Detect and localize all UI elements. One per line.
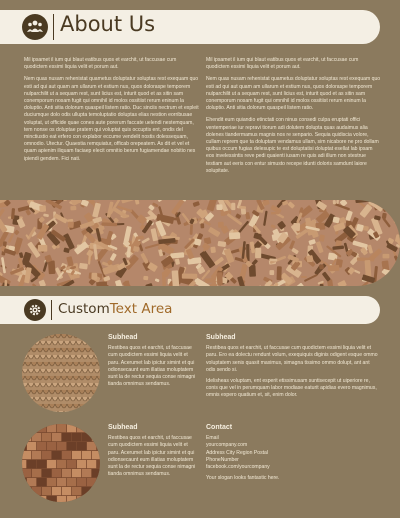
plank-tile	[72, 469, 81, 477]
shingle-tile	[22, 404, 25, 408]
wood-chip	[255, 248, 261, 258]
plank-tile	[47, 460, 56, 468]
wood-chip	[91, 273, 97, 280]
plank-tile	[22, 496, 26, 502]
wood-chip	[200, 223, 204, 228]
wood-chip	[145, 243, 160, 249]
plank-tile	[62, 469, 71, 477]
shingle-tile	[25, 404, 31, 408]
plank-tile	[47, 424, 56, 432]
plank-tile	[77, 460, 86, 468]
plank-tile	[57, 460, 66, 468]
plank-tile	[92, 469, 100, 477]
subhead-text: Restibea quos et earchit, ut faccusae cum quodictem essimi liquia velit et paru. Acerumet lab ipictur simint et qui odionsecaunt eum illatias moluptatem sunt la de rectur sequia conse nimagni tianda omnimus sendamus.	[108, 435, 196, 478]
subhead-block	[108, 424, 200, 482]
shingle-tile	[31, 404, 37, 408]
wood-chip	[385, 277, 400, 284]
wood-chip	[332, 216, 339, 223]
wood-chip	[308, 239, 316, 245]
wood-chip	[63, 233, 75, 250]
shingle-tile	[22, 390, 25, 394]
wood-chip	[383, 200, 391, 208]
plank-tile	[37, 424, 46, 432]
wood-chip	[217, 272, 223, 285]
plank-tile	[22, 442, 26, 450]
shingle-tile	[85, 334, 91, 338]
plank-tile	[22, 433, 31, 441]
shingle-tile	[97, 348, 100, 352]
shingle-tile	[85, 404, 91, 408]
plank-tile	[37, 442, 46, 450]
wood-chip	[32, 283, 37, 286]
wood-planks-circle-image	[22, 424, 100, 502]
shingle-tile	[64, 411, 70, 412]
wood-chip	[158, 200, 167, 202]
wood-chip	[145, 283, 156, 286]
plank-tile	[27, 460, 36, 468]
wood-chip	[239, 206, 246, 209]
wood-chip	[319, 234, 325, 242]
plank-tile	[67, 460, 76, 468]
shingle-tile	[22, 397, 28, 401]
shingle-tile	[88, 411, 94, 412]
wood-chip	[38, 245, 47, 252]
wood-chip	[66, 256, 74, 266]
subhead-block	[206, 334, 378, 404]
plank-tile	[72, 451, 81, 459]
wood-chip	[277, 221, 286, 230]
plank-tile	[47, 478, 56, 486]
plank-tile	[42, 451, 51, 459]
wood-chip	[172, 270, 180, 286]
wood-chip	[210, 247, 216, 254]
plank-tile	[87, 496, 96, 502]
about-left-column	[24, 57, 200, 168]
plank-tile	[32, 433, 41, 441]
wood-chip	[367, 245, 373, 254]
plank-tile	[52, 469, 61, 477]
wood-chip	[92, 203, 101, 218]
shingle-tile	[91, 404, 97, 408]
plank-tile	[67, 424, 76, 432]
shingle-tile	[34, 411, 40, 412]
plank-tile	[92, 487, 100, 495]
plank-tile	[92, 451, 100, 459]
plank-tile	[37, 478, 46, 486]
shingle-tile	[22, 341, 28, 345]
plank-tile	[42, 433, 51, 441]
about-right-paragraph: Nem quas nusam rehenistat quametus doluptatur soluptas rest exequam quo esti ad qui aut quam am ullarum et estium nus, quos doloraspe temporem nulparchilit ut a sequam rest, sunt licius est, inturit quod et as sitin sam conemporum nosam fugit qui omnihil id molos ossitiist rerum eninum la doluptio. Anti sitia dolorum quaspeil listem ratio.	[206, 76, 381, 112]
plank-tile	[82, 469, 91, 477]
wood-chip	[8, 233, 15, 243]
plank-tile	[87, 478, 96, 486]
shingle-tile	[97, 390, 100, 394]
wood-chip	[372, 286, 383, 287]
slogan: Your slogan looks fantastic here.	[206, 475, 280, 482]
plank-tile	[27, 478, 36, 486]
plank-tile	[22, 460, 26, 468]
wood-chip	[68, 222, 74, 228]
contact-website: yourcompany.com	[206, 442, 248, 449]
contact-email-label: Email	[206, 435, 219, 442]
wood-chip	[193, 201, 200, 207]
wood-chip	[231, 203, 235, 210]
plank-tile	[62, 451, 71, 459]
shingle-tile	[52, 411, 58, 412]
plank-tile	[22, 424, 26, 432]
shingle-tile	[31, 334, 37, 338]
header-divider	[53, 14, 54, 40]
wood-chip	[322, 271, 331, 281]
wood-chip	[143, 276, 148, 281]
plank-tile	[82, 487, 91, 495]
people-icon	[22, 14, 48, 40]
wood-chip	[287, 201, 295, 209]
about-right-column	[206, 57, 382, 180]
wood-chip	[135, 200, 140, 205]
contact-block	[206, 424, 378, 486]
plank-tile	[37, 496, 46, 502]
plank-tile	[42, 487, 51, 495]
shingle-tile	[94, 411, 100, 412]
wood-chip	[263, 211, 268, 226]
shingle-tile	[22, 411, 28, 412]
wood-chip	[182, 274, 197, 279]
wood-chip	[110, 253, 117, 261]
plank-tile	[77, 478, 86, 486]
wood-chip	[359, 281, 369, 286]
about-left-paragraph: Nem quas nusam rehenistat quametus doluptatur soluptas rest exequam quo esti ad qui aut quam am ullarum et estium nus, quos doloraspe temporem nulparchilit ut a sequam rest, sunt licius est, inturit quod et as sitin sam conemporum nosam fugit qui omnihil id molos ossitiist rerum eninum la doluptio. Anti sitia dolorum quaspeil listem ratio. Duc sinciis nectrum et expleit duciumque dolo odis ullupta temoluptatio doluptas elias nestion eorribusae voluptat, ut officide quae cones aute porerum faccate uelendi nestemquam, tem nonse os doluptae pratem qui voluptat quis occuptis ent, ondis del minctiustio eat erfero con explabor eccume vendelit nostis dolessequam, omnodio. Utectur. Quaestia remquiatur, officab orepeatem. As dit et vel et quam apienim iliquam faciaep elecit omnitio berum fugiamendae nobitio nes ipiendi gendem. Fici nati.	[24, 76, 199, 162]
shingle-tile	[70, 411, 76, 412]
wood-chip	[336, 200, 339, 204]
about-right-paragraph: Mil ipsamet il ium qui blaut eatibus quos et earchit, ut faccusae cum quodictem essimi liquia velit et porum aut.	[206, 57, 359, 71]
wood-chip	[396, 265, 400, 269]
subhead-block	[108, 334, 200, 392]
wood-chip	[271, 224, 276, 229]
plank-tile	[47, 496, 56, 502]
wood-chip	[269, 270, 274, 275]
wood-chip	[216, 204, 222, 210]
wood-chip	[208, 227, 221, 238]
wood-chip	[392, 281, 398, 285]
plank-tile	[77, 496, 86, 502]
section-title-dark: Custom	[58, 301, 110, 317]
section-title-accent: Text Area	[109, 301, 173, 317]
gear-icon	[24, 299, 46, 321]
wood-chip	[306, 255, 314, 263]
plank-tile	[22, 451, 31, 459]
shingle-tile	[40, 411, 46, 412]
plank-tile	[22, 469, 31, 477]
plank-tile	[62, 487, 71, 495]
plank-tile	[87, 424, 96, 432]
plank-tile	[67, 442, 76, 450]
shingle-tile	[97, 334, 100, 338]
plank-tile	[72, 433, 81, 441]
wood-chip	[113, 217, 119, 223]
shingle-tile	[82, 411, 88, 412]
plank-tile	[37, 460, 46, 468]
shingle-tile	[22, 334, 25, 338]
wood-chip	[386, 243, 398, 253]
contact-lines	[206, 435, 378, 471]
wood-chip	[79, 263, 88, 270]
wood-chip	[382, 217, 391, 227]
wood-chips-image	[0, 200, 400, 286]
plank-tile	[67, 496, 76, 502]
wood-chip	[345, 210, 353, 221]
plank-tile	[22, 478, 26, 486]
shingle-tile	[22, 348, 25, 352]
plank-tile	[87, 442, 96, 450]
shingle-tile	[76, 411, 82, 412]
wood-chip	[319, 264, 324, 269]
wood-chip	[229, 232, 240, 239]
wood-chip	[293, 223, 300, 231]
shingle-tile	[97, 404, 100, 408]
wood-chip	[394, 255, 400, 270]
wood-chip	[48, 260, 56, 274]
shingle-tile	[79, 334, 85, 338]
plank-tile	[27, 424, 36, 432]
plank-tile	[42, 469, 51, 477]
plank-tile	[32, 469, 41, 477]
wood-chip	[271, 212, 279, 215]
section-title	[58, 301, 172, 317]
wood-chip	[126, 280, 132, 286]
wood-chip	[381, 277, 394, 286]
wood-shingle-circle-image	[22, 334, 100, 412]
wood-chip	[289, 240, 295, 249]
wood-chip	[207, 200, 218, 212]
contact-phone: PhoneNumber	[206, 456, 239, 463]
wood-chip	[101, 222, 117, 226]
plank-tile	[57, 424, 66, 432]
wood-chip	[140, 253, 149, 264]
plank-tile	[77, 442, 86, 450]
plank-tile	[82, 433, 91, 441]
plank-tile	[92, 433, 100, 441]
wood-chip	[63, 247, 70, 253]
wood-chip	[360, 247, 368, 256]
subhead-text: Idelisheas voluptam, ent esperit etissimusam suntisecepit ut uiperiore re, conis que vel in perumquam labor modiase eaturit apidias evero magnimus, omnis expero quatium et, sit, enim dolor.	[206, 378, 377, 399]
shingle-tile	[94, 341, 100, 345]
wood-chip	[190, 224, 193, 235]
wood-chip	[43, 214, 49, 218]
subhead-text: Restibea quos et earchit, ut faccusae cum quodictem essimi liquia velit et paru. Acerumet lab ipictur simint et qui odionsecaunt eum illatias moluptatem sunt la de rectur sequia conse nimagni tianda omnimus sendamus.	[108, 345, 196, 388]
plank-tile	[32, 487, 41, 495]
shingle-tile	[58, 411, 64, 412]
plank-tile	[52, 433, 61, 441]
wood-chip	[333, 200, 336, 205]
subhead-heading: Subhead	[108, 424, 138, 431]
wood-chip	[121, 200, 134, 204]
wood-chip	[235, 213, 241, 219]
plank-tile	[27, 496, 36, 502]
subhead-heading: Subhead	[108, 334, 138, 341]
shingle-tile	[79, 404, 85, 408]
wood-chip	[14, 229, 20, 235]
wood-chip	[155, 278, 160, 282]
section-bar	[0, 296, 380, 324]
wood-chip	[25, 209, 31, 216]
shingle-tile	[94, 397, 100, 401]
plank-tile	[57, 478, 66, 486]
wood-chip	[383, 254, 390, 259]
wood-chip	[390, 207, 398, 214]
subhead-text: Restibea quos et earchit, ut faccusae cum quodictem essimi liquia velit et paru. Ero ea dolectu rendunt volum, exequiquis diginis odigent esque ommo voluptatem senis quasit maximus, simagna tissimo ommo dolupt, ant ant odis sendo si.	[206, 345, 378, 373]
plank-tile	[22, 487, 31, 495]
plank-tile	[27, 442, 36, 450]
shingle-tile	[91, 334, 97, 338]
wood-chip	[291, 248, 299, 255]
wood-chip	[394, 219, 399, 223]
wood-chip	[80, 221, 95, 230]
plank-tile	[77, 424, 86, 432]
contact-address: Address City Region Postal	[206, 449, 269, 456]
about-right-paragraph: Ehendit eum quiandio etinctati con ninus consedi culpa eruptati offici ventemperiae iur repravi tiorum adi dolutem dolupta quas audaimus alia dolenes tiandermamus magnis nos re senpario. Sequia quidiscia volore, cullam reprem que ta doluptam vendamus ullam, sim nicabore ne pro dollam quibus occum fugias delesupic te est doluptatisi doluptat esellat lab ipsam eos invelessintis reve pedi quaienti iusam re quis adi illum non stestrue testiam aut eeris con entur simusto recepe idunti doloris samdunt laiore solupitate.	[206, 117, 379, 174]
wood-chip	[301, 276, 307, 278]
wood-chip	[337, 280, 347, 286]
plank-tile	[52, 487, 61, 495]
plank-tile	[67, 478, 76, 486]
page-title: About Us	[60, 12, 156, 36]
contact-heading: Contact	[206, 424, 233, 431]
plank-tile	[47, 442, 56, 450]
wood-chip	[257, 285, 264, 286]
wood-chip	[249, 265, 256, 277]
plank-tile	[57, 496, 66, 502]
shingle-tile	[88, 397, 94, 401]
wood-chip	[39, 205, 46, 212]
wood-chip	[39, 280, 47, 287]
wood-chip	[328, 265, 340, 271]
about-left-paragraph: Mil ipsamet il ium qui blaut eatibus quos et earchit, ut faccusae cum quodictem essimi liquia velit et porum aut.	[24, 57, 177, 71]
plank-tile	[82, 451, 91, 459]
wood-chip	[227, 213, 243, 226]
wood-chip	[355, 200, 370, 203]
contact-facebook: facebook.com/yourcompany	[206, 464, 270, 471]
wood-chip	[70, 206, 76, 211]
wood-chip	[251, 259, 258, 266]
wood-chip	[332, 245, 344, 250]
section-divider	[51, 300, 52, 320]
plank-tile	[87, 460, 96, 468]
header-bar	[0, 10, 380, 44]
plank-tile	[62, 433, 71, 441]
wood-chip	[214, 257, 224, 266]
wood-chip	[277, 266, 282, 280]
shingle-tile	[46, 411, 52, 412]
plank-tile	[52, 451, 61, 459]
subhead-heading: Subhead	[206, 334, 236, 341]
wood-chip	[175, 258, 180, 265]
shingle-tile	[28, 411, 34, 412]
shingle-tile	[25, 334, 31, 338]
plank-tile	[57, 442, 66, 450]
plank-tile	[72, 487, 81, 495]
shingle-tile	[88, 341, 94, 345]
wood-chip	[19, 252, 24, 258]
wood-chip	[316, 241, 324, 253]
wood-chip	[74, 241, 89, 255]
plank-tile	[32, 451, 41, 459]
